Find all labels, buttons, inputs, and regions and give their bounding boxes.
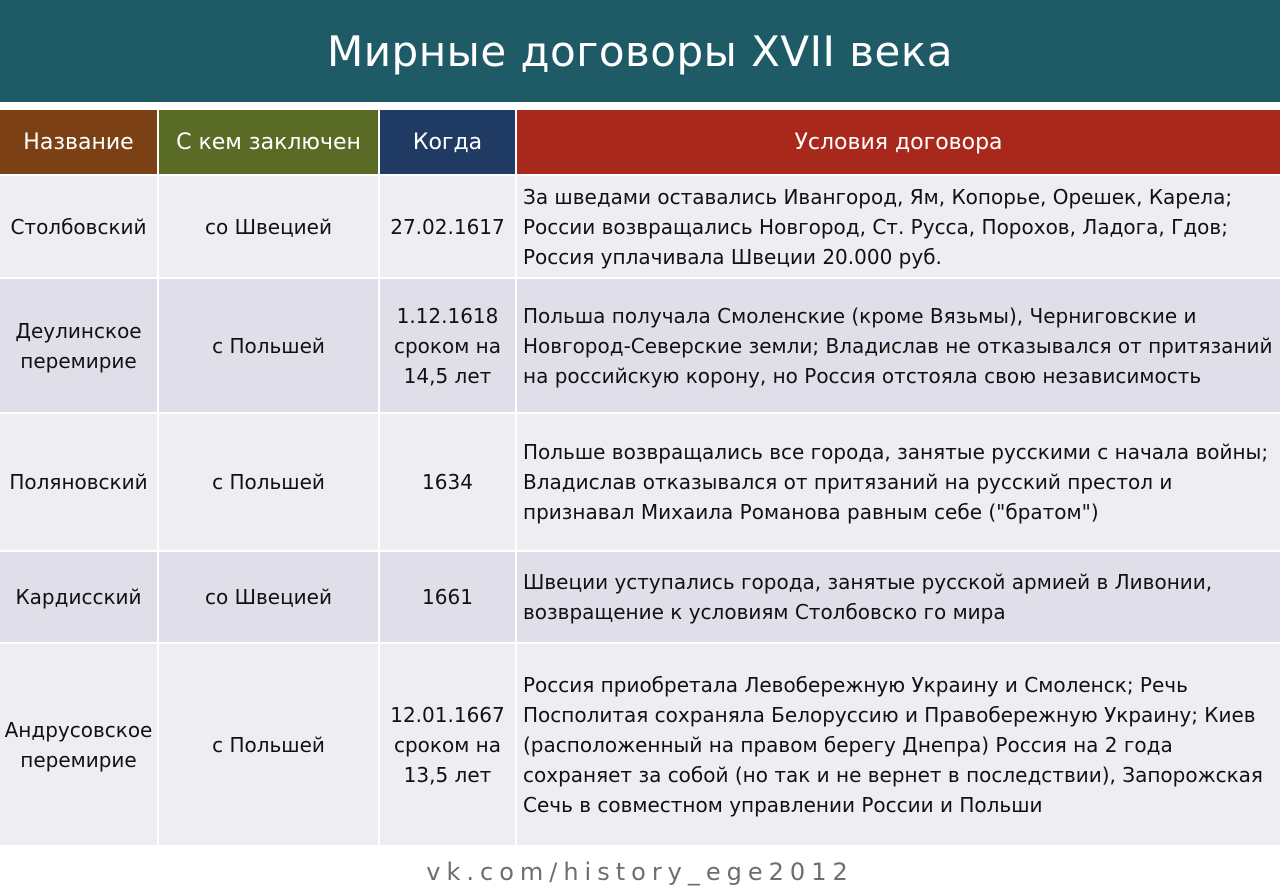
treaty-name: Кардисский xyxy=(0,551,158,643)
table-row xyxy=(0,278,1280,413)
treaty-party: с Польшей xyxy=(158,278,379,413)
treaty-terms: Россия приобретала Левобережную Украину и Смоленск; Речь Посполитая сохраняла Белоруссию и Правобережную Украину; Киев (расположенный на правом берегу Днепра) Россия на 2 года сохраняет за собой (но так и не вернет в последствии), Запорожская Сечь в совместном управлении России и Польши xyxy=(516,643,1280,845)
treaty-terms: Польше возвращались все города, занятые русскими с начала войны; Владислав отказывался от притязаний на русский престол и признавал Михаила Романова равным себе ("братом") xyxy=(516,413,1280,551)
treaty-party: с Польшей xyxy=(158,413,379,551)
table-row xyxy=(0,551,1280,643)
treaty-name: Поляновский xyxy=(0,413,158,551)
treaty-name: Столбовский xyxy=(0,175,158,278)
column-header-party: С кем заключен xyxy=(158,110,379,175)
treaty-date: 12.01.1667 сроком на 13,5 лет xyxy=(379,643,516,845)
table-header-row xyxy=(0,110,1280,175)
treaty-terms: Швеции уступались города, занятые русской армией в Ливонии, возвращение к условиям Столбовско го мира xyxy=(516,551,1280,643)
title-divider xyxy=(0,102,1280,110)
treaty-name: Андрусовское перемирие xyxy=(0,643,158,845)
column-header-terms: Условия договора xyxy=(516,110,1280,175)
treaty-terms: За шведами оставались Ивангород, Ям, Копорье, Орешек, Карела; России возвращались Новгород, Ст. Русса, Порохов, Ладога, Гдов; Россия уплачивала Швеции 20.000 руб. xyxy=(516,175,1280,278)
treaty-date: 1634 xyxy=(379,413,516,551)
column-header-date: Когда xyxy=(379,110,516,175)
page-title: Мирные договоры XVII века xyxy=(327,26,953,76)
treaties-table xyxy=(0,110,1280,845)
column-header-name: Название xyxy=(0,110,158,175)
treaty-name: Деулинское перемирие xyxy=(0,278,158,413)
table-row xyxy=(0,175,1280,278)
table-row xyxy=(0,643,1280,845)
title-bar xyxy=(0,0,1280,102)
treaty-date: 1661 xyxy=(379,551,516,643)
treaty-party: со Швецией xyxy=(158,551,379,643)
treaty-terms: Польша получала Смоленские (кроме Вязьмы), Черниговские и Новгород-Северские земли; Владислав не отказывался от притязаний на российскую корону, но Россия отстояла свою независимость xyxy=(516,278,1280,413)
source-watermark: vk.com/history_ege2012 xyxy=(426,858,854,886)
treaty-date: 27.02.1617 xyxy=(379,175,516,278)
treaty-party: со Швецией xyxy=(158,175,379,278)
treaty-party: с Польшей xyxy=(158,643,379,845)
treaty-date: 1.12.1618 сроком на 14,5 лет xyxy=(379,278,516,413)
table-row xyxy=(0,413,1280,551)
